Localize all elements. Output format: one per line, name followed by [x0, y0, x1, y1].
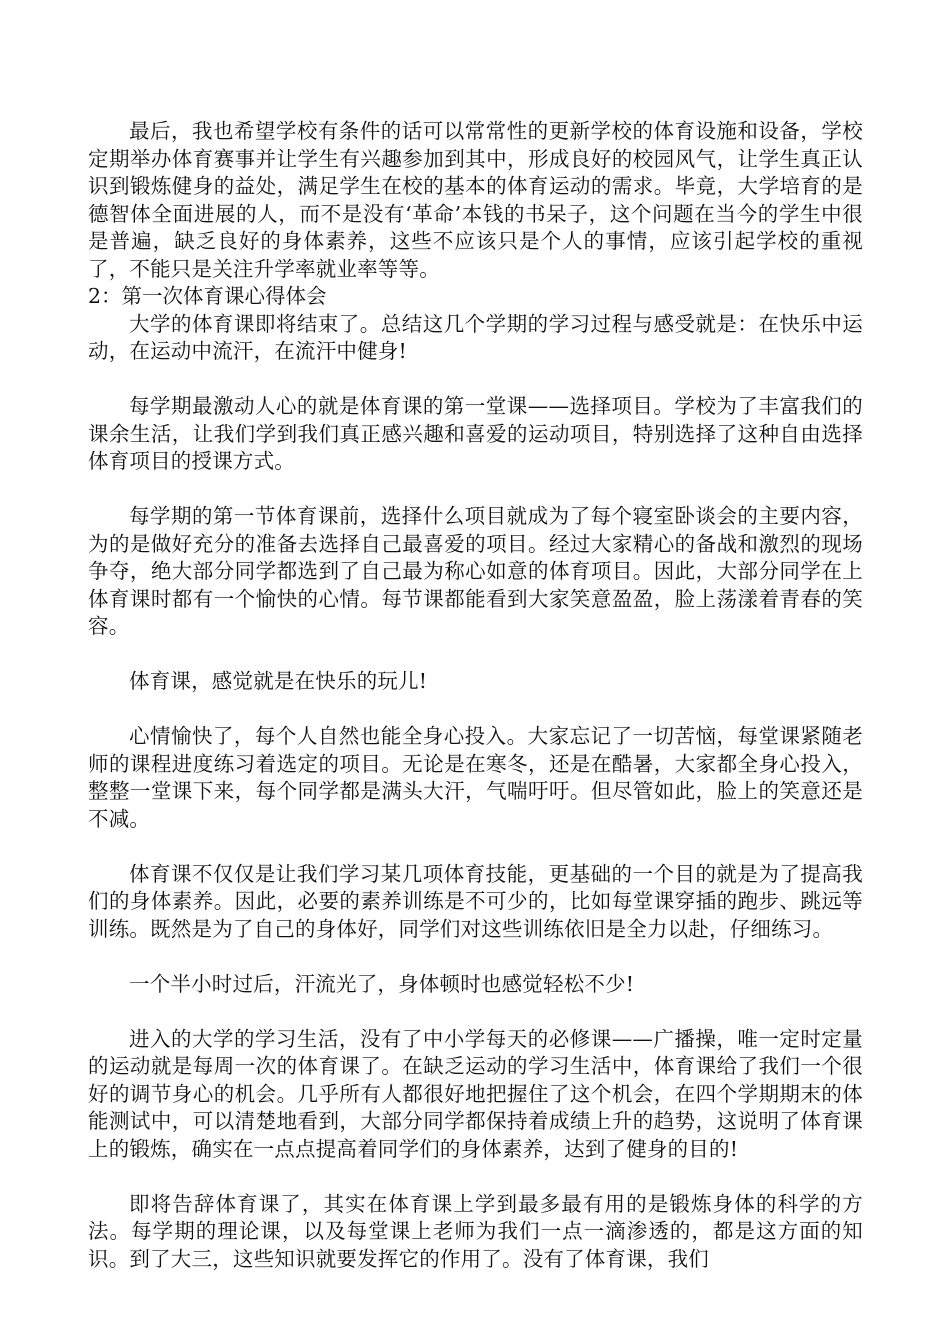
document-page: [88, 118, 863, 1273]
paragraph-fun: 体育课，感觉就是在快乐的玩儿!: [129, 669, 428, 693]
section-heading: 2：第一次体育课心得体会: [88, 284, 327, 308]
paragraph-mood: 心情愉快了，每个人自然也能全身心投入。大家忘记了一切苦恼，每堂课紧随老师的课程进度练习着选定的项目。无论是在寒冬，还是在酷暑，大家都全身心投入，整整一堂课下来，每个同学都是满头大汗，气喘吁吁。但尽管如此，脸上的笑意还是不减。: [88, 724, 863, 831]
paragraph-training: 体育课不仅仅是让我们学习某几项体育技能，更基础的一个目的就是为了提高我们的身体素养。因此，必要的素养训练是不可少的，比如每堂课穿插的跑步、跳远等训练。既然是为了自己的身体好，同学们对这些训练依旧是全力以赴，仔细练习。: [88, 861, 863, 941]
paragraph-relief: 一个半小时过后，汗流光了，身体顿时也感觉轻松不少!: [129, 971, 635, 996]
paragraph-closing-hope: 最后，我也希望学校有条件的话可以常常性的更新学校的体育设施和设备，学校定期举办体育赛事并让学生有兴趣参加到其中，形成良好的校园风气，让学生真正认识到锻炼健身的益处，满足学生在校的基本的体育运动的需求。毕竟，大学培育的是德智体全面进展的人，而不是没有‘革命’本钱的书呆子，这个问题在当今的学生中很是普遍，缺乏良好的身体素养，这些不应该只是个人的事情，应该引起学校的重视了，不能只是关注升学率就业率等等。: [88, 119, 863, 281]
paragraph-farewell: 即将告辞体育课了，其实在体育课上学到最多最有用的是锻炼身体的科学的方法。每学期的理论课，以及每堂课上老师为我们一点一滴渗透的，都是这方面的知识。到了大三，这些知识就要发挥它的作用了。没有了体育课，我们: [88, 1191, 863, 1271]
paragraph-first-class: 每学期最激动人心的就是体育课的第一堂课——选择项目。学校为了丰富我们的课余生活，让我们学到我们真正感兴趣和喜爱的运动项目，特别选择了这种自由选择体育项目的授课方式。: [88, 394, 863, 473]
paragraph-university-life: 进入的大学的学习生活，没有了中小学每天的必修课——广播操，唯一定时定量的运动就是每周一次的体育课了。在缺乏运动的学习生活中，体育课给了我们一个很好的调节身心的机会。几乎所有人都很好地把握住了这个机会，在四个学期期末的体能测试中，可以清楚地看到，大部分同学都保持着成绩上升的趋势，这说明了体育课上的锻炼，确实在一点点提高着同学们的身体素养，达到了健身的目的!: [88, 1026, 863, 1161]
paragraph-intro: 大学的体育课即将结束了。总结这几个学期的学习过程与感受就是：在快乐中运动，在运动中流汗，在流汗中健身!: [88, 311, 863, 363]
paragraph-choosing: 每学期的第一节体育课前，选择什么项目就成为了每个寝室卧谈会的主要内容，为的是做好充分的准备去选择自己最喜爱的项目。经过大家精心的备战和激烈的现场争夺，绝大部分同学都选到了自己最为称心如意的体育项目。因此，大部分同学在上体育课时都有一个愉快的心情。每节课都能看到大家笑意盈盈，脸上荡漾着青春的笑容。: [88, 504, 863, 638]
